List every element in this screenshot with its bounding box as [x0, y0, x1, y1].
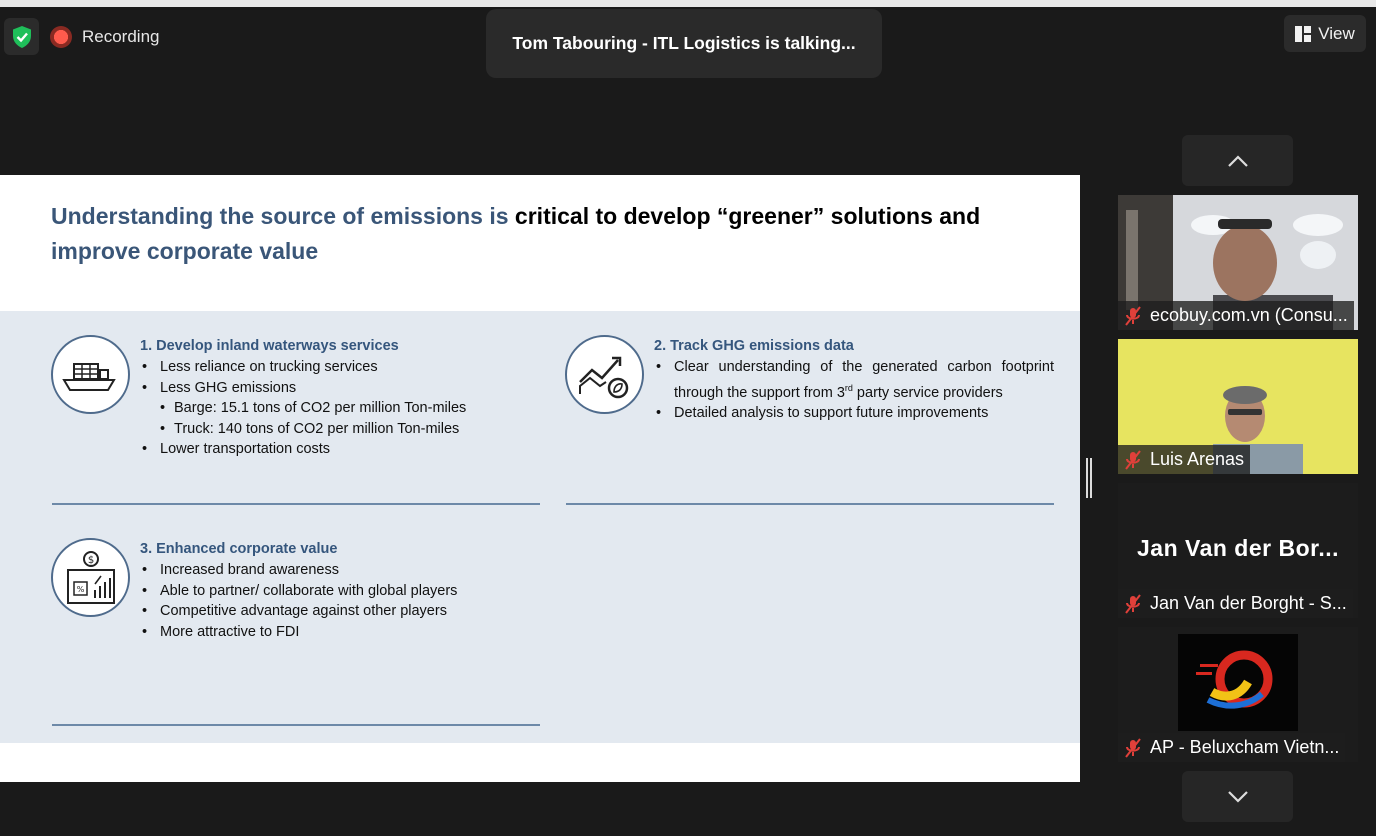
- section-2-title: 2. Track GHG emissions data: [654, 338, 854, 354]
- section-1-divider: [52, 503, 540, 505]
- bullet-text: party service providers: [852, 384, 1003, 401]
- security-shield-button[interactable]: [4, 18, 39, 55]
- muted-mic-icon: [1124, 594, 1142, 614]
- beluxcham-logo: [1178, 634, 1298, 731]
- participant-name: Luis Arenas: [1150, 449, 1245, 469]
- recording-dot-icon: [50, 26, 72, 48]
- scroll-up-button[interactable]: [1182, 135, 1293, 186]
- list-item: • Able to partner/ collaborate with global players: [140, 581, 540, 602]
- active-speaker-text: Tom Tabouring - ITL Logistics is talking...: [512, 33, 856, 53]
- list-item: • Competitive advantage against other players: [140, 601, 540, 622]
- list-item: • Increased brand awareness: [140, 560, 540, 581]
- section-3-divider: [52, 724, 540, 726]
- participant-name-bar: [1118, 445, 1250, 474]
- bullet-text: Clear understanding of the generated carbon footprint through the support from 3: [674, 359, 1054, 401]
- list-item: • Lower transportation costs: [140, 439, 540, 460]
- list-item: [654, 357, 1054, 403]
- recording-indicator[interactable]: [50, 18, 160, 55]
- view-button[interactable]: [1284, 15, 1366, 52]
- list-item: • More attractive to FDI: [140, 622, 540, 643]
- view-layout-icon: [1295, 26, 1311, 42]
- participant-tile[interactable]: [1118, 195, 1358, 330]
- participant-name-bar: [1118, 589, 1353, 618]
- panel-resize-handle[interactable]: [1086, 458, 1092, 498]
- participant-name: Jan Van der Borght - S...: [1150, 593, 1347, 613]
- emissions-chart-icon: [565, 335, 644, 414]
- section-2-divider: [566, 503, 1054, 505]
- active-speaker-banner: [486, 9, 882, 78]
- section-3-title: 3. Enhanced corporate value: [140, 541, 338, 557]
- section-1-title: 1. Develop inland waterways services: [140, 338, 399, 354]
- participant-name-bar: [1118, 301, 1354, 330]
- participant-tile[interactable]: [1118, 627, 1358, 762]
- slide-title-highlight: Understanding the source of emissions is: [51, 203, 509, 229]
- chevron-up-icon: [1227, 155, 1249, 167]
- superscript-text: rd: [844, 382, 853, 393]
- section-3-bullets: [140, 560, 540, 642]
- list-item: • Truck: 140 tons of CO2 per million Ton-miles: [140, 419, 540, 440]
- list-item: • Barge: 15.1 tons of CO2 per million Ton-miles: [140, 398, 540, 419]
- slide-title-rest: critical to develop “greener” solutions and: [508, 203, 981, 229]
- participant-display-name: Jan Van der Bor...: [1136, 535, 1340, 561]
- muted-mic-icon: [1124, 306, 1142, 326]
- recording-label: Recording: [82, 26, 160, 46]
- participant-name: ecobuy.com.vn (Consu...: [1150, 305, 1348, 325]
- shared-screen-slide: [0, 175, 1080, 782]
- window-top-bar: [0, 0, 1376, 7]
- participant-tile[interactable]: [1118, 339, 1358, 474]
- svg-text:$: $: [87, 554, 94, 566]
- slide-content-band: [0, 311, 1080, 743]
- participant-name-bar: [1118, 733, 1345, 762]
- svg-text:%: %: [76, 584, 84, 594]
- list-item: • Less GHG emissions: [140, 378, 540, 399]
- scroll-down-button[interactable]: [1182, 771, 1293, 822]
- finance-growth-icon: [51, 538, 130, 617]
- section-2-bullets: [654, 357, 1054, 423]
- chevron-down-icon: [1227, 791, 1249, 803]
- muted-mic-icon: [1124, 450, 1142, 470]
- section-1-bullets: [140, 357, 540, 460]
- slide-title-line2: improve corporate value: [51, 238, 319, 264]
- participant-name: AP - Beluxcham Vietn...: [1150, 737, 1340, 757]
- participant-tile[interactable]: [1118, 483, 1358, 618]
- ship-icon: [51, 335, 130, 414]
- list-item: • Detailed analysis to support future improvements: [654, 403, 1054, 424]
- muted-mic-icon: [1124, 738, 1142, 758]
- slide-title: [51, 199, 1051, 269]
- view-label: View: [1318, 23, 1355, 43]
- shield-check-icon: [11, 25, 33, 49]
- list-item: • Less reliance on trucking services: [140, 357, 540, 378]
